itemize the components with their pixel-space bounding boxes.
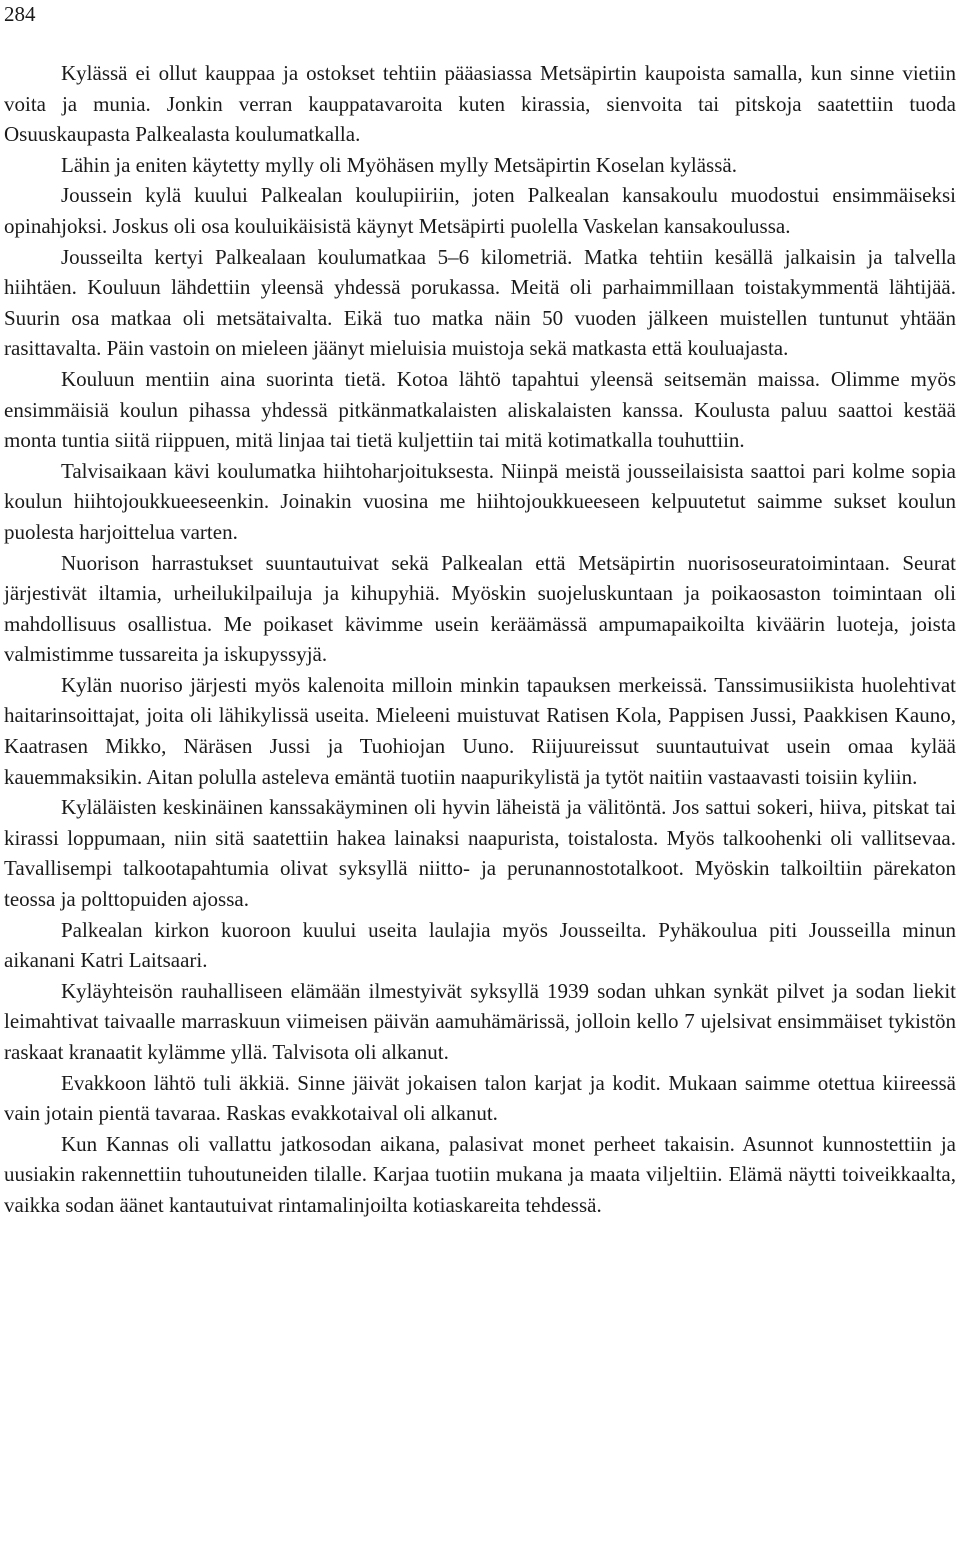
paragraph-evacuation: Evakkoon lähtö tuli äkkiä. Sinne jäivät jokaisen talon karjat ja kodit. Mukaan saimme otettua kiireessä vain jotain pientä tavaraa. Raskas evakkotaival oli alkanut. [4,1070,956,1126]
paragraph-church-choir: Palkealan kirkon kuoroon kuului useita laulajia myös Jousseilta. Pyhäkoulua piti Jousseilla minun aikanani Katri Laitsaari. [4,917,956,973]
body-text [4,58,956,1221]
paragraph-mill: Lähin ja eniten käytetty mylly oli Myöhäsen mylly Metsäpirtin Koselan kylässä. [61,152,737,177]
paragraph-school-journey: Jousseilta kertyi Palkealaan koulumatkaa 5–6 kilometriä. Matka tehtiin kesällä jalkaisin ja talvella hiihtäen. Kouluun lähdettiin yleensä yhdessä porukassa. Meitä oli parhaimmillaan toistakymmentä lähtijää. Suurin osa matkaa oli metsätaivalta. Eikä tuo matka näin 50 vuoden jälkeen muistellen tuntunut yhtään rasittavalta. Päin vastoin on mieleen jäänyt mieluisia muistoja sekä matkasta että kouluajasta. [4,244,956,361]
paragraph-shops: Kylässä ei ollut kauppaa ja ostokset tehtiin pääasiassa Metsäpirtin kaupoista samalla, kun sinne vietiin voita ja munia. Jonkin verran kauppatavaroita kuten kirassia, sienvoita tai pitskoja saatettiin tuoda Osuuskaupasta Palkealasta koulumatkalla. [4,61,956,147]
paragraph-community: Kyläläisten keskinäinen kanssakäyminen oli hyvin läheistä ja välitöntä. Jos sattui sokeri, hiiva, pitskat tai kirassi loppumaan, niin sitä saatettiin hakea lainaksi naapurista, toistalosta. Myös talkoohenki oli vallitsevaa. Tavallisempi talkootapahtumia olivat syksyllä niitto- ja perunannostotalkoot. Myöskin talkoiltiin pärekaton teossa ja polttopuiden ajossa. [4,795,956,912]
paragraph-route: Kouluun mentiin aina suorinta tietä. Kotoa lähtö tapahtui yleensä seitsemän maissa. Olimme myös ensimmäisiä koulun pihassa yhdessä pitkänmatkalaisten aliskalaisten kanssa. Koulusta paluu saattoi kestää monta tuntia siitä riippuen, mitä linjaa tai tietä kuljettiin tai mitä kotimatkalla touhuttiin. [4,366,956,453]
paragraph-youth-activities: Nuorison harrastukset suuntautuivat sekä Palkealan että Metsäpirtin nuorisoseuratoimintaan. Seurat järjestivät iltamia, urheilukilpailuja ja kihupyhiä. Myöskin suojeluskuntaan ja poikaosaston toimintaan oli mahdollisuus osallistua. Me poikaset kävimme usein keräämässä ampumapaikoilta kiväärin luoteja, joista valmistimme tussareita ja iskupyssyjä. [4,550,956,667]
paragraph-skiing: Talvisaikaan kävi koulumatka hiihtoharjoituksesta. Niinpä meistä jousseilaisista saattoi pari kolme sopia koulun hiihtojoukkueeseenkin. Joinakin vuosina me hiihtojoukkueeseen kelpuutetut saimme sukset koulun puolesta harjoittelua varten. [4,458,956,544]
page-number: 284 [4,2,36,26]
paragraph-return: Kun Kannas oli vallattu jatkosodan aikana, palasivat monet perheet takaisin. Asunnot kunnostettiin ja uusiakin rakennettiin tuhoutuneiden tilalle. Karjaa tuotiin mukana ja maata viljeltiin. Elämä näytti toiveikkaalta, vaikka sodan äänet kantautuivat rintamalinjoilta kotiaskareita tehdessä. [4,1131,956,1217]
paragraph-dances: Kylän nuoriso järjesti myös kalenoita milloin minkin tapauksen merkeissä. Tanssimusiikista huolehtivat haitarinsoittajat, joita oli lähikylissä useita. Mieleeni muistuvat Ratisen Kola, Pappisen Jussi, Paakkisen Kauno, Kaatrasen Mikko, Näräsen Jussi ja Tuohiojan Uuno. Riijuureissut suuntautuivat usein omaa kylää kauemmaksikin. Aitan polulla asteleva emäntä tuotiin naapurikylistä ja tytöt naitiin vastaavasti toisiin kyliin. [4,672,956,789]
paragraph-war: Kyläyhteisön rauhalliseen elämään ilmestyivät syksyllä 1939 sodan uhkan synkät pilvet ja sodan liekit leimahtivat taivaalle marraskuun viimeisen päivän aamuhämärissä, jolloin kello 7 ujelsivat ensimmäiset tykistön raskaat kranaatit kylämme yllä. Talvisota oli alkanut. [4,978,956,1064]
paragraph-school-district: Joussein kylä kuului Palkealan koulupiiriin, joten Palkealan kansakoulu muodostui ensimmäiseksi opinahjoksi. Joskus oli osa kouluikäisistä käynyt Metsäpirti puolella Vaskelan kansakoulussa. [4,183,956,238]
